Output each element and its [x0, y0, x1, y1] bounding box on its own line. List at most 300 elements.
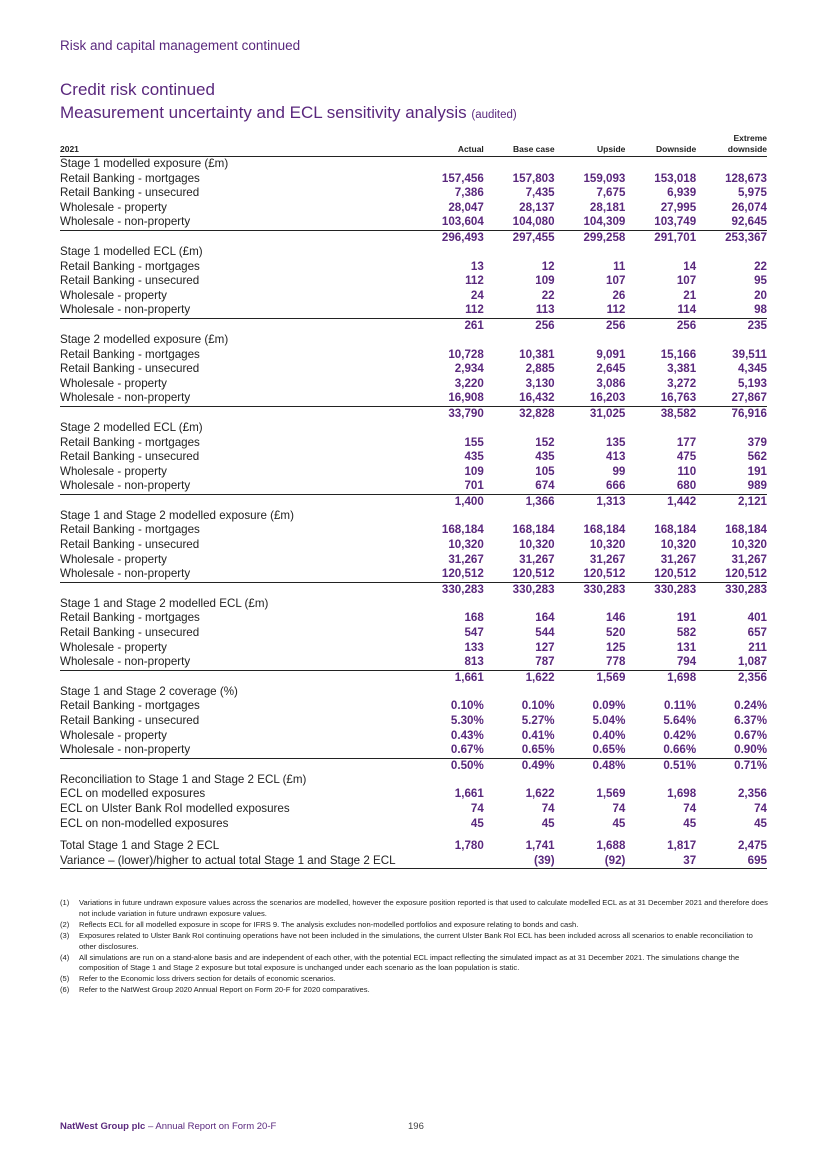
value-cell: 3,220: [454, 376, 484, 390]
row-label: Retail Banking - unsecured: [60, 186, 200, 200]
row-label: Retail Banking - unsecured: [60, 626, 200, 640]
spacer-row: [60, 831, 767, 839]
value-cell: 45: [470, 816, 484, 830]
value-cell: 191: [747, 464, 767, 478]
value-cell: 45: [683, 816, 697, 830]
value-cell: 27,867: [696, 391, 767, 406]
table-row: [60, 377, 767, 392]
total-label-blank: [60, 230, 413, 245]
value-cell: 95: [754, 274, 767, 288]
value-cell: 74: [754, 801, 767, 815]
total-label-blank: [60, 670, 413, 685]
value-cell: 12: [541, 259, 555, 273]
value-cell: 114: [625, 303, 696, 318]
value-cell: 2,356: [737, 787, 767, 801]
row-label: Retail Banking - mortgages: [60, 171, 200, 185]
row-label: Wholesale - non-property: [60, 567, 413, 582]
section-total-row: [60, 670, 767, 685]
total-label-blank: [60, 406, 413, 421]
row-label: Wholesale - property: [60, 552, 167, 566]
table-row: [60, 743, 767, 758]
value-cell: 562: [747, 450, 767, 464]
section-heading: Stage 2 modelled ECL (£m): [60, 420, 203, 434]
section-heading: Stage 1 and Stage 2 coverage (%): [60, 684, 238, 698]
value-cell: 2,645: [596, 362, 626, 376]
value-cell: 3,272: [667, 376, 697, 390]
page-title: Credit risk continued: [60, 80, 215, 99]
value-cell: 787: [484, 655, 555, 670]
table-body: [60, 157, 767, 869]
total-cell: 31,025: [589, 406, 626, 420]
value-cell: 125: [606, 640, 626, 654]
grand-total-cell: 1,780: [454, 839, 484, 853]
value-cell: 2,885: [525, 362, 555, 376]
total-cell: 330,283: [441, 582, 484, 596]
section-total-row: [60, 582, 767, 597]
value-cell: 127: [535, 640, 555, 654]
section-heading: Stage 1 and Stage 2 modelled ECL (£m): [60, 596, 269, 610]
value-cell: 112: [413, 303, 484, 318]
value-cell: 0.40%: [592, 728, 626, 742]
subtitle-text: Measurement uncertainty and ECL sensitivity analysis: [60, 103, 467, 122]
total-cell: 0.49%: [521, 758, 555, 772]
row-label: Wholesale - property: [60, 288, 167, 302]
total-cell: 0.51%: [663, 758, 697, 772]
value-cell: 107: [606, 274, 626, 288]
value-cell: 133: [464, 640, 484, 654]
total-label-blank: [60, 494, 413, 509]
total-cell: 330,283: [512, 582, 555, 596]
value-cell: 16,432: [484, 391, 555, 406]
footnote-number: (3): [60, 930, 70, 940]
value-cell: 16,763: [625, 391, 696, 406]
table-header-row: [60, 133, 767, 157]
row-label: Retail Banking - unsecured: [60, 538, 200, 552]
row-label: Retail Banking - mortgages: [60, 699, 200, 713]
value-cell: 104,080: [484, 215, 555, 230]
value-cell: 7,435: [525, 186, 555, 200]
value-cell: 168,184: [512, 523, 555, 537]
total-cell: 330,283: [725, 582, 767, 596]
value-cell: 120,512: [696, 567, 767, 582]
total-cell: 1,661: [454, 670, 484, 684]
section-heading: Stage 1 modelled ECL (£m): [60, 244, 203, 258]
table-row: [60, 655, 767, 670]
row-label: Wholesale - property: [60, 464, 167, 478]
value-cell: 26,074: [731, 200, 767, 214]
footnote-number: (1): [60, 898, 70, 907]
value-cell: 146: [606, 611, 626, 625]
ecl-sensitivity-table: [60, 133, 767, 869]
value-cell: 5.04%: [592, 714, 626, 727]
value-cell: 177: [676, 435, 697, 449]
section-heading-row: [60, 245, 767, 260]
value-cell: 413: [606, 450, 626, 464]
total-cell: 261: [464, 318, 484, 332]
value-cell: 211: [748, 640, 767, 654]
value-cell: 3,130: [525, 376, 555, 390]
value-cell: 74: [612, 801, 626, 815]
value-cell: 74: [470, 801, 484, 815]
value-cell: 131: [676, 640, 697, 654]
value-cell: 401: [747, 611, 767, 625]
total-cell: 38,582: [660, 406, 697, 420]
variance-cell: 695: [696, 854, 767, 869]
table-row: [60, 303, 767, 318]
total-cell: 76,916: [731, 406, 767, 420]
table-row: [60, 626, 767, 641]
row-label: Wholesale - non-property: [60, 743, 413, 758]
value-cell: 120,512: [555, 567, 626, 582]
value-cell: 5.30%: [450, 714, 484, 727]
value-cell: 2,934: [454, 362, 484, 376]
section-header: Risk and capital management continued: [60, 38, 301, 53]
value-cell: 157,456: [441, 171, 484, 185]
total-cell: 0.48%: [592, 758, 626, 772]
row-label: Retail Banking - mortgages: [60, 611, 200, 625]
total-cell: 1,313: [596, 494, 626, 508]
section-total-row: [60, 494, 767, 509]
page-footer: [60, 1121, 424, 1132]
row-label: Wholesale - non-property: [60, 215, 413, 230]
value-cell: 0.24%: [734, 699, 767, 713]
table-row: [60, 465, 767, 480]
total-cell: 297,455: [512, 230, 555, 244]
value-cell: 0.09%: [592, 699, 626, 713]
value-cell: 99: [612, 464, 626, 478]
column-header-actual: Actual: [413, 133, 484, 157]
value-cell: 135: [606, 435, 626, 449]
table-row: [60, 553, 767, 568]
total-cell: 291,701: [654, 230, 697, 244]
total-cell: 256: [606, 318, 626, 332]
total-cell: 1,698: [667, 670, 697, 684]
value-cell: 120,512: [625, 567, 696, 582]
value-cell: 0.43%: [450, 728, 484, 742]
total-label-blank: [60, 318, 413, 333]
table-row: [60, 186, 767, 201]
column-header-downside: Downside: [625, 133, 696, 157]
value-cell: 3,381: [667, 362, 697, 376]
table-row: [60, 348, 767, 363]
total-cell: 253,367: [725, 230, 767, 244]
value-cell: 547: [464, 626, 484, 640]
total-cell: 1,442: [667, 494, 697, 508]
value-cell: 657: [747, 626, 767, 640]
value-cell: 120,512: [413, 567, 484, 582]
total-cell: 1,400: [454, 494, 484, 508]
value-cell: 92,645: [696, 215, 767, 230]
value-cell: 152: [535, 435, 555, 449]
value-cell: 0.10%: [521, 699, 555, 713]
value-cell: 0.66%: [625, 743, 696, 758]
value-cell: 701: [413, 479, 484, 494]
value-cell: 10,320: [448, 538, 484, 552]
value-cell: 22: [541, 288, 555, 302]
value-cell: 582: [676, 626, 697, 640]
value-cell: 21: [683, 288, 697, 302]
value-cell: 666: [555, 479, 626, 494]
value-cell: 27,995: [660, 200, 697, 214]
value-cell: 14: [683, 259, 697, 273]
row-label: Wholesale - property: [60, 728, 167, 742]
value-cell: 98: [696, 303, 767, 318]
section-heading: Stage 1 and Stage 2 modelled exposure (£m): [60, 508, 294, 522]
table-row: [60, 714, 767, 729]
value-cell: 24: [470, 288, 484, 302]
value-cell: 794: [625, 655, 696, 670]
value-cell: 120,512: [484, 567, 555, 582]
value-cell: 989: [696, 479, 767, 494]
value-cell: 109: [535, 274, 555, 288]
row-label: Retail Banking - unsecured: [60, 450, 200, 464]
table-row: [60, 274, 767, 289]
value-cell: 10,320: [660, 538, 697, 552]
table-row: [60, 611, 767, 626]
value-cell: 1,698: [667, 787, 697, 801]
row-label: Wholesale - non-property: [60, 655, 413, 670]
value-cell: 31,267: [589, 552, 626, 566]
value-cell: 3,086: [596, 376, 626, 390]
row-label: Retail Banking - unsecured: [60, 362, 200, 376]
variance-cell: (92): [555, 854, 626, 869]
value-cell: 435: [535, 450, 555, 464]
value-cell: 26: [612, 288, 626, 302]
column-header-base-case: Base case: [484, 133, 555, 157]
value-cell: 0.41%: [521, 728, 555, 742]
value-cell: 7,386: [454, 186, 484, 200]
audited-tag: (audited): [471, 109, 517, 121]
footnote: [60, 985, 770, 996]
footnote-text: Refer to the Economic loss drivers section for details of economic scenarios.: [79, 974, 336, 984]
footnote-text: Exposures related to Ulster Bank RoI continuing operations have not been included in the simulations, the current Ulster Bank RoI ECL has been included across all scenarios to enable reconciliation to other disclosures.: [79, 930, 753, 951]
table-row: [60, 215, 767, 230]
footnote-number: (5): [60, 974, 70, 984]
table-row: [60, 391, 767, 406]
total-cell: 32,828: [519, 406, 555, 420]
value-cell: 10,320: [731, 538, 767, 552]
column-header-year: 2021: [60, 133, 413, 157]
value-cell: 475: [676, 450, 697, 464]
row-label: Retail Banking - unsecured: [60, 714, 200, 727]
value-cell: 0.42%: [663, 728, 697, 742]
section-heading: Reconciliation to Stage 1 and Stage 2 ECL (£m): [60, 772, 307, 786]
value-cell: 4,345: [737, 362, 767, 376]
value-cell: 128,673: [725, 171, 767, 185]
row-label: Retail Banking - unsecured: [60, 274, 200, 288]
value-cell: 104,309: [555, 215, 626, 230]
total-cell: 2,356: [737, 670, 767, 684]
table-row: [60, 450, 767, 465]
table-row: [60, 567, 767, 582]
value-cell: 674: [484, 479, 555, 494]
total-label-blank: [60, 758, 413, 773]
grand-total-cell: 1,688: [596, 839, 626, 853]
value-cell: 10,320: [519, 538, 555, 552]
total-cell: 256: [535, 318, 555, 332]
total-label-blank: [60, 582, 413, 597]
footnotes: [60, 898, 770, 996]
section-heading: Stage 2 modelled exposure (£m): [60, 332, 229, 346]
value-cell: 10,320: [589, 538, 626, 552]
value-cell: 113: [484, 303, 555, 318]
total-cell: 1,366: [525, 494, 555, 508]
value-cell: 778: [555, 655, 626, 670]
total-cell: 0.50%: [450, 758, 484, 772]
section-heading-row: [60, 157, 767, 172]
table-row: [60, 802, 767, 817]
value-cell: 435: [464, 450, 484, 464]
value-cell: 520: [606, 626, 626, 640]
value-cell: 0.65%: [555, 743, 626, 758]
value-cell: 10,381: [519, 347, 555, 361]
footnote-text: Reflects ECL for all modelled exposure in scope for IFRS 9. The analysis excludes non-modelled portfolios and exposure relating to bonds and cash.: [79, 919, 579, 929]
row-label: Retail Banking - mortgages: [60, 259, 200, 273]
table-row: [60, 817, 767, 832]
value-cell: 10,728: [448, 347, 484, 361]
table-row: [60, 699, 767, 714]
footnote: [60, 953, 770, 975]
total-cell: 299,258: [583, 230, 626, 244]
total-cell: 235: [747, 318, 767, 332]
grand-total-label: Total Stage 1 and Stage 2 ECL: [60, 839, 220, 853]
column-header-extreme-downside: Extreme downside: [696, 133, 767, 157]
value-cell: 159,093: [583, 171, 626, 185]
value-cell: 168,184: [583, 523, 626, 537]
footer-separator: –: [145, 1121, 156, 1132]
row-label: ECL on modelled exposures: [60, 787, 206, 801]
value-cell: 105: [535, 464, 555, 478]
value-cell: 164: [535, 611, 555, 625]
total-cell: 296,493: [441, 230, 484, 244]
value-cell: 31,267: [448, 552, 484, 566]
value-cell: 11: [613, 259, 626, 273]
value-cell: 15,166: [660, 347, 697, 361]
value-cell: 5,193: [737, 376, 767, 390]
footnote-number: (4): [60, 952, 70, 962]
footer-report-name: Annual Report on Form 20-F: [155, 1121, 277, 1132]
table-row: [60, 729, 767, 744]
value-cell: 155: [464, 435, 484, 449]
value-cell: 16,203: [555, 391, 626, 406]
row-label: Wholesale - non-property: [60, 303, 413, 318]
total-cell: 330,283: [583, 582, 626, 596]
table-row: [60, 641, 767, 656]
total-cell: 1,569: [596, 670, 626, 684]
row-label: Wholesale - property: [60, 200, 167, 214]
table-row: [60, 289, 767, 304]
row-label: Retail Banking - mortgages: [60, 435, 200, 449]
footnote-text: All simulations are run on a stand-alone basis and are independent of each other, with the potential ECL impact reflecting the simulated impact as at 31 December 2021. The simulations change the composition of Stage 1 and Stage 2 exposure but total exposure is unchanged under each scenario as the loan population is static.: [79, 952, 740, 973]
value-cell: 168,184: [441, 523, 484, 537]
variance-cell: [413, 854, 484, 869]
table-row: [60, 787, 767, 802]
value-cell: 74: [541, 801, 555, 815]
value-cell: 31,267: [519, 552, 555, 566]
value-cell: 153,018: [654, 171, 697, 185]
value-cell: 0.90%: [696, 743, 767, 758]
grand-total-row: [60, 839, 767, 854]
value-cell: 0.11%: [663, 699, 697, 713]
table-row: [60, 479, 767, 494]
section-heading-row: [60, 509, 767, 524]
page-number: 196: [408, 1121, 424, 1132]
section-heading: Stage 1 modelled exposure (£m): [60, 157, 229, 170]
value-cell: 45: [541, 816, 555, 830]
value-cell: 107: [676, 274, 697, 288]
footnote-number: (2): [60, 919, 70, 929]
row-label: Wholesale - non-property: [60, 391, 413, 406]
value-cell: 110: [677, 464, 697, 478]
variance-cell: (39): [484, 854, 555, 869]
value-cell: 1,661: [454, 787, 484, 801]
value-cell: 1,087: [696, 655, 767, 670]
section-total-row: [60, 318, 767, 333]
footnote-text: Variations in future undrawn exposure values across the scenarios are modelled, however the exposure position reported is that used to calculate modelled ECL as at 31 December 2021 and therefore does not include variation in future undrawn exposure values.: [79, 898, 768, 918]
row-label: Retail Banking - mortgages: [60, 347, 200, 361]
value-cell: 0.65%: [484, 743, 555, 758]
total-cell: 330,283: [654, 582, 697, 596]
value-cell: 74: [683, 801, 697, 815]
value-cell: 28,137: [519, 200, 555, 214]
value-cell: 45: [612, 816, 626, 830]
value-cell: 5.64%: [663, 714, 697, 727]
value-cell: 680: [625, 479, 696, 494]
row-label: Retail Banking - mortgages: [60, 523, 200, 537]
value-cell: 191: [676, 611, 697, 625]
footnote: [60, 974, 770, 985]
value-cell: 1,622: [525, 787, 555, 801]
value-cell: 544: [535, 626, 555, 640]
total-cell: 1,622: [525, 670, 555, 684]
value-cell: 112: [555, 303, 626, 318]
table-row: [60, 260, 767, 275]
section-heading-row: [60, 685, 767, 700]
value-cell: 22: [754, 259, 767, 273]
value-cell: 0.67%: [413, 743, 484, 758]
column-header-upside: Upside: [555, 133, 626, 157]
value-cell: 112: [465, 274, 484, 288]
table-row: [60, 523, 767, 538]
value-cell: 379: [747, 435, 767, 449]
section-total-row: [60, 230, 767, 245]
value-cell: 16,908: [413, 391, 484, 406]
footnote-text: Refer to the NatWest Group 2020 Annual Report on Form 20-F for 2020 comparatives.: [79, 985, 370, 995]
grand-total-cell: 1,741: [525, 839, 555, 853]
value-cell: 39,511: [732, 347, 767, 361]
table-row: [60, 172, 767, 187]
section-heading-row: [60, 421, 767, 436]
footer-brand: NatWest Group plc: [60, 1121, 146, 1132]
total-cell: 256: [676, 318, 697, 332]
footnote-number: (6): [60, 985, 70, 995]
value-cell: 103,604: [413, 215, 484, 230]
section-total-row: [60, 406, 767, 421]
value-cell: 5,975: [737, 186, 767, 200]
value-cell: 103,749: [625, 215, 696, 230]
value-cell: 20: [754, 288, 767, 302]
total-cell: 0.71%: [734, 758, 767, 772]
value-cell: 5.27%: [521, 714, 555, 727]
footnote: [60, 920, 770, 931]
section-heading-row: [60, 773, 767, 788]
section-total-row: [60, 758, 767, 773]
value-cell: 45: [754, 816, 767, 830]
value-cell: 168: [464, 611, 484, 625]
value-cell: 9,091: [596, 347, 626, 361]
variance-label: Variance – (lower)/higher to actual total Stage 1 and Stage 2 ECL: [60, 854, 413, 869]
row-label: ECL on Ulster Bank RoI modelled exposures: [60, 801, 290, 815]
